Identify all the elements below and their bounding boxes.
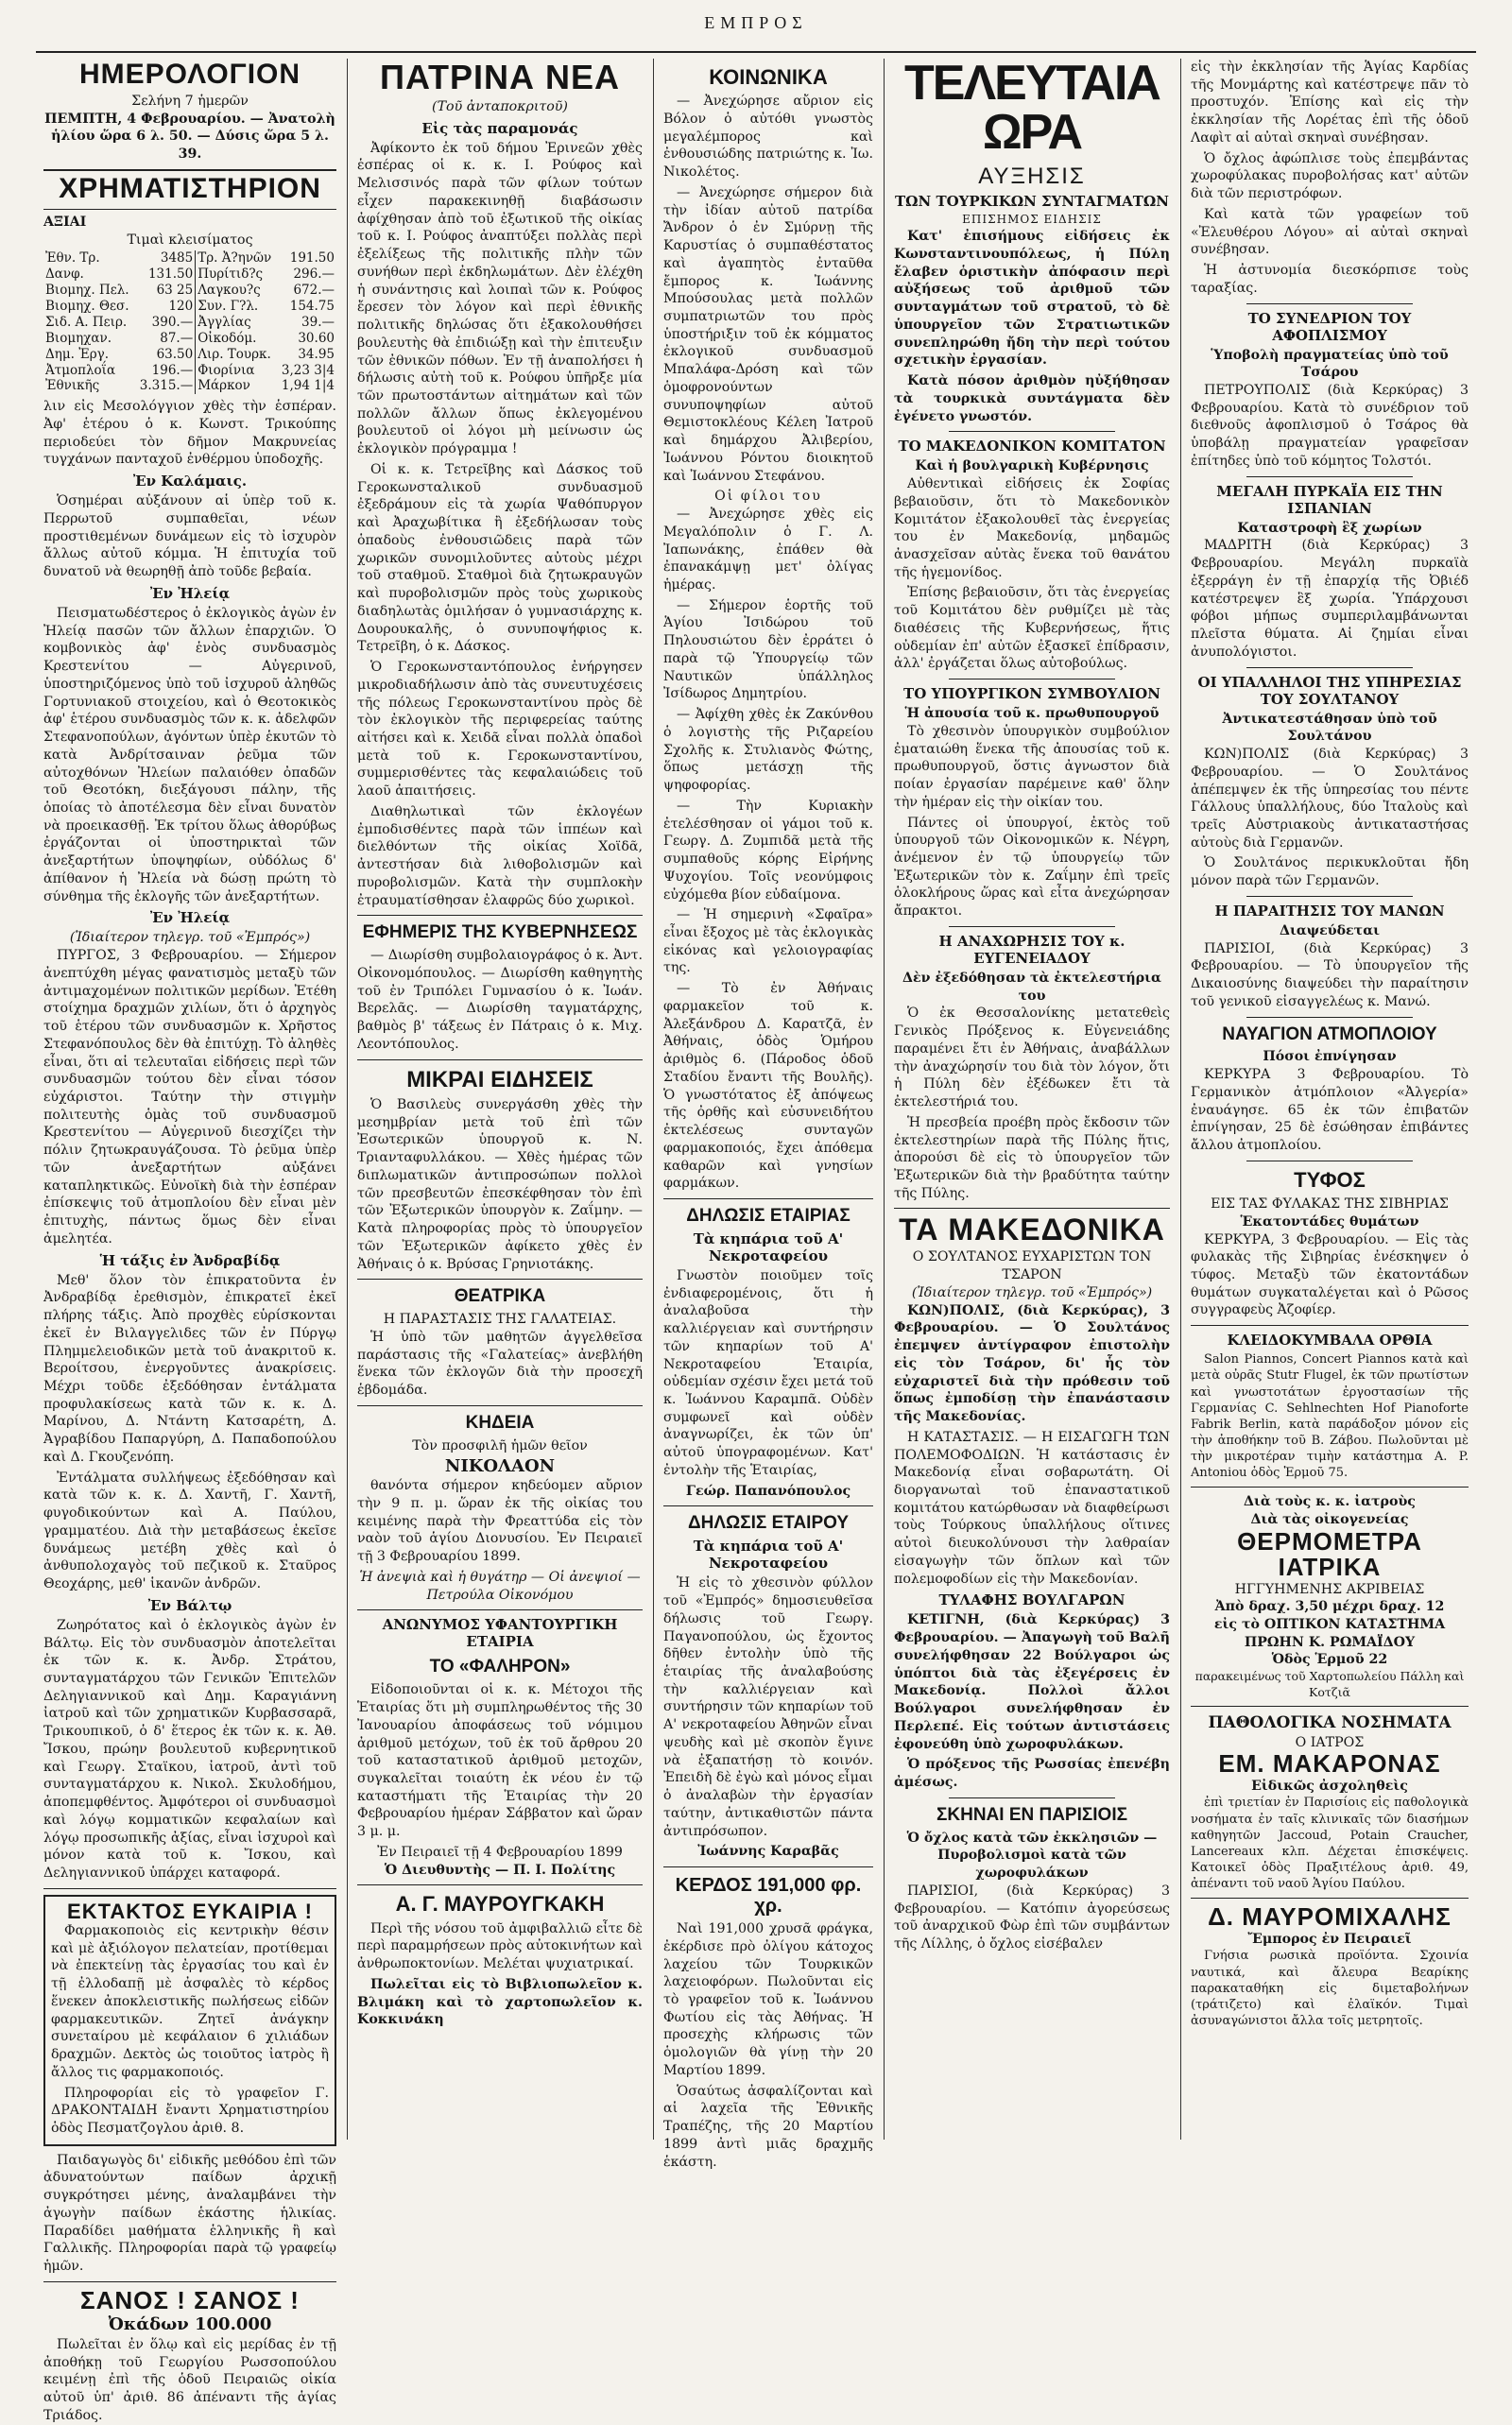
story-subheadline: ΕΙΣ ΤΑΣ ΦΥΛΑΚΑΣ ΤΗΣ ΣΙΒΗΡΙΑΣ — [1211, 1196, 1449, 1212]
advert-subtitle: ΗΓΓΥΗΜΕΝΗΣ ΑΚΡΙΒΕΙΑΣ — [1234, 1581, 1425, 1597]
exchange-price: 131.50 — [147, 267, 194, 283]
calendar-sun: ἡλίου ὥρα 6 λ. 50. — Δύσις ὥρα 5 λ. 39. — [51, 129, 329, 163]
exchange-security: Σιδ. Α. Πειρ. — [45, 314, 128, 330]
exchange-security: Λαγκου?ς — [196, 283, 277, 299]
advert-address-note: παρακειμένως τοῦ Χαρτοπωλείου Πάλλη καὶ Κοτζιᾶ — [1194, 1669, 1465, 1699]
advert-block — [43, 2285, 336, 2336]
exchange-price: 672.— — [293, 283, 335, 299]
exchange-security: Φιορίνια — [196, 363, 277, 379]
story-headline: Η ΠΑΡΑΙΤΗΣΙΣ ΤΟΥ ΜΑΝΩΝ — [1214, 902, 1445, 920]
advert-text: Salon Piannos, Concert Piannos κατὰ καὶ μετὰ οὐρᾶς Stutr Flugel, ἐκ τῶν πρωτίστων καὶ γνωστοτάτων ἐργοστασίων τῆς Γερμανίας C. Sehlnechten Hof Pianoforte Fabrik Berlin, κατὰ παράδοξον μόνον εἰς τὴν ἀποθήκην τοῦ Β. Ζάβου. Πωλοῦνται μὲ τὴν μικροτέραν τιμὴν κατάστημα Α. P. Antoniou ὁδὸς Ἑρμοῦ 75. — [1191, 1352, 1469, 1481]
company-name: ΤΟ «ΦΑΛΗΡΟΝ» — [429, 1657, 571, 1677]
story-text: ΚΩΝ)ΠΟΛΙΣ (διὰ Κερκύρας) 3 Φεβρουαρίου. — Ὁ Σουλτάνος ἀπέπεμψεν ἐκ τῆς ὑπηρεσίας του πέντε Γάλλους ὑπαλλήλους, δύο Ἰταλοὺς καὶ τρεῖς Αὐστριακοὺς ἀντικαταστήσας αὐτοὺς διὰ Γερμανῶν. — [1191, 747, 1469, 851]
story-text: Ἡ ἀστυνομία διεσκόρπισε τοὺς ταραξίας. — [1191, 263, 1469, 296]
exchange-price: 1,94 1|4 — [281, 378, 335, 394]
theatre-subtitle: Η ΠΑΡΑΣΤΑΣΙΣ ΤΗΣ ΓΑΛΑΤΕΙΑΣ. — [383, 1312, 617, 1328]
exchange-price: 3,23 3|4 — [281, 362, 335, 378]
story-text: ΜΑΔΡΙΤΗ (διὰ Κερκύρας) 3 Φεβρουαρίου. Μεγάλη πυρκαϊὰ ἐξερράγη ἐν τῇ ἐπαρχίᾳ τῆς Ὀβιέδ κατέστρεψεν ἓξ χωρία. Ὑπάρχουσι φόβοι μήπως συμπεριλαμβάνωνται πλεῖστα θύματα. Αἱ ζημίαι εἶναι ἀνυπολόγιστοι. — [1191, 538, 1469, 660]
exchange-row — [43, 363, 336, 379]
advert-box — [43, 1895, 336, 2146]
notice-signature: Ἰωάννης Καραβᾶς — [697, 1844, 839, 1860]
advert-kicker: Διὰ τὰς οἰκογενείας — [1250, 1512, 1409, 1528]
social-title: ΚΟΙΝΩΝΙΚΑ — [709, 65, 828, 89]
story-text: Η ΚΑΤΑΣΤΑΣΙΣ. — Η ΕΙΣΑΓΩΓΗ ΤΩΝ ΠΟΛΕΜΟΦΟΔΙΩΝ. Ἡ κατάστασις ἐν Μακεδονίᾳ εἶναι σοβαρωτάτη. Οἱ διοργανωταὶ τοῦ ἐπαναστατικοῦ κομιτάτου κατώρθωσαν νὰ διαφθείρωσι τοὺς Τούρκους ὑπαλλήλους οἵτινες αὐτοὶ διευκολύνουσι τὴν λαθραίαν εἰσαγωγὴν τῶν ὅπλων καὶ τῶν πολεμοφοδίων εἰς τὴν Μακεδονίαν. — [894, 1429, 1170, 1587]
social-text: — Ἀφίχθη χθὲς ἐκ Ζακύνθου ὁ λογιστὴς τῆς Ριζαρείου Σχολῆς κ. Στυλιανὸς Φώτης, ὅπως μετάσχῃ τῆς ψηφοφορίας. — [663, 707, 873, 794]
story-text: Καὶ κατὰ τῶν γραφείων τοῦ «Ἐλευθέρου Λόγου» αἱ αὐταὶ σκηναὶ συνέβησαν. — [1191, 206, 1469, 258]
advert-shop: ΠΡΩΗΝ Κ. ΡΩΜΑΪΔΟΥ — [1244, 1634, 1416, 1650]
notice-text: — Διωρίσθη συμβολαιογράφος ὁ κ. Ἀντ. Οἰκονομόπουλος. — Διωρίσθη καθηγητὴς τοῦ ἐν Τριπόλει Γυμνασίου ὁ κ. Ἰωάν. Βερελᾶς. — Διωρίσθη ταγματάρχης, βαθμὸς β' τάξεως ἐν Πάτραις ὁ κ. Μιχ. Λεοντόπουλος. — [357, 948, 643, 1052]
funeral-text: θανόντα σήμερον κηδεύομεν αὔριον τὴν 9 π. μ. ὥραν ἐκ τῆς οἰκίας του κειμένης παρὰ τὴν Φρεαττύδα εἰς τὸν ναὸν τοῦ ἁγίου Διονυσίου. Ἐν Πειραιεῖ τῇ 3 Φεβρουαρίου 1899. — [357, 1478, 643, 1565]
advert-subtitle: Εἰδικῶς ἀσχοληθεὶς — [1251, 1778, 1408, 1794]
exchange-row — [43, 347, 336, 363]
story-headline: ΜΕΓΑΛΗ ΠΥΡΚΑΪΑ ΕΙΣ ΤΗΝ ΙΣΠΑΝΙΑΝ — [1216, 482, 1443, 517]
story-text: Ὁ Σουλτάνος περικυκλοῦται ἤδη μόνον παρὰ τῶν Γερμανῶν. — [1191, 855, 1469, 889]
story-subheadline: Ἀντικατεστάθησαν ὑπὸ τοῦ Σουλτάνου — [1222, 711, 1437, 745]
exchange-security: Δανφ. — [45, 267, 84, 283]
notice-title: ΕΦΗΜΕΡΙΣ ΤΗΣ ΚΥΒΕΡΝΗΣΕΩΣ — [362, 922, 638, 943]
exchange-security: Πυρίτιδ?ς — [196, 267, 277, 283]
advert-block — [1191, 1712, 1469, 1795]
headline-source: (Τοῦ ἀνταποκριτοῦ) — [432, 99, 568, 114]
advert-subtitle: Ἔμπορος ἐν Πειραιεῖ — [1247, 1931, 1412, 1947]
exchange-price: 296.— — [293, 267, 335, 283]
story-headline: ΑΥΞΗΣΙΣ — [978, 163, 1086, 189]
exchange-security: Οἰκοδόμ. — [196, 331, 277, 347]
book-title: Α. Γ. ΜΑΥΡΟΥΓΚΑΚΗ — [395, 1892, 605, 1917]
story-headline: Η ΑΝΑΧΩΡΗΣΙΣ ΤΟΥ κ. ΕΥΓΕΝΕΙΑΔΟΥ — [938, 932, 1125, 967]
exchange-security: Λιρ. Τουρκ. — [196, 347, 277, 363]
column-4 — [886, 56, 1177, 2140]
story-headline: ΝΑΥΑΓΙΟΝ ΑΤΜΟΠΛΟΙΟΥ — [1222, 1023, 1437, 1044]
intro-text: λιν εἰς Μεσολόγγιον χθὲς τὴν ἑσπέραν. Ἀφ' ἑτέρου ὁ κ. Κωνστ. Τρικούπης περιοδεύει τὸν δῆμον Μακρυνείας τυγχάνων πανταχοῦ ἐνθέρμου ὑποδοχῆς. — [43, 399, 336, 468]
exchange-row — [43, 250, 336, 267]
column-5 — [1183, 59, 1476, 2140]
social-text: — Τὸ ἐν Ἀθήναις φαρμακεῖον τοῦ κ. Ἀλεξάνδρου Δ. Καρατζᾶ, ἐν Ἀθήναις, ὁδὸς Ὁμήρου ἀριθμὸς 6. (Πάροδος ὁδοῦ Σταδίου ἔναντι τῆς Βουλῆς). Ὁ γνωστότατος ἐξ ἀπόψεως τῆς ὀρθῆς καὶ εὐσυνειδήτου ἐκτελέσεως συνταγῶν φαρμακοποιός, ἔχει ἀπόθεμα καθαρῶν καὶ γνησίων φαρμάκων. — [663, 981, 873, 1192]
section-title: Εἰς τὰς παραμονάς — [421, 119, 578, 137]
social-text: — Ἀνεχώρησε σήμερον διὰ τὴν ἰδίαν αὐτοῦ πατρίδα Ἄνδρον ὁ ἐν Σμύρνῃ τῆς Καρυστίας ὁ συμπαθέστατος καὶ ἀγαπητὸς ἐνταῦθα ἔμπορος κ. Ἰωάννης Μπούσουλας μετὰ πολλῶν συμπατριωτῶν του πρὸς ὑποστήριξιν τοῦ ἐκ κόμματος ἐκλογικοῦ συνδυασμοῦ Μπαλάφα-Δρόση καὶ τῶν ὁμοφρονούντων συνυποψηφίων αὐτοῦ Θεμιστοκλέους Κέλεη Ἰατροῦ καὶ δημάρχου Ἀλιβερίου, Ἰωάννου Ρόντου διοικητοῦ καὶ Ἰωάννου Στεφάνου. — [663, 184, 873, 484]
advert-text: Γνήσια ρωσικὰ προϊόντα. Σχοινία ναυτικά, καὶ ἄλευρα Βεαρίκης παρακαταθήκη εἰς διμεταβολήνων (τράτιζετο) καὶ ἐλαϊκόν. Τιμαὶ ἀσυναγώνιστοι ἄλλα τοῖς μετρητοῖς. — [1191, 1949, 1469, 2028]
section-title: Ἐν Ἠλείᾳ — [149, 909, 231, 927]
exchange-price: 39.— — [301, 314, 335, 330]
section-text: Οἱ κ. κ. Τετρεῖβης καὶ Δάσκος τοῦ Γεροκωνσταλικοῦ συνδυασμοῦ ἐξεδράμουν εἰς τὰ χωρία Ψαθόπυργον καὶ Ἀραχωβίτικα ἢ ἐξεδήλωσαν τοὺς ὁπαδοὺς ἐνθουσιῶδεις παρὰ τῶν χωρικῶν συνομιλοῦντες αὐτοὺς μέχρι τοῦ σταθμοῦ. Σταθμοὶ διὰ ζητωκραυγῶν καὶ πυροβολισμῶν πρὸς τοὺς χωρικοὺς διαδηλωτὰς ὁμιλήσαν ὁ γυμνασιάρχης κ. Δουρουκαλῆς, ὁ συνυποψήφιος κ. Τετρεῖβη, ὁ κ. Δάσκος. — [357, 461, 643, 655]
story-subheadline: Ὁ ὄχλος κατὰ τῶν ἐκκλησιῶν — Πυροβολισμοὶ κατὰ τῶν χωροφυλάκων — [906, 1830, 1158, 1882]
funeral-signature: Ἡ ἀνεψιὰ καὶ ἡ θυγάτηρ — Οἱ ἀνεψιοί — Πετρούλα Οἰκονόμου — [359, 1569, 641, 1603]
last-hour-title: ΤΕΛΕΥΤΑΙΑ ΩΡΑ — [904, 56, 1160, 160]
column-2 — [350, 59, 650, 2140]
column-rule — [884, 59, 885, 2140]
section-text: Ὁ Γεροκωνσταντόπουλος ἐνήργησεν μικροδιαδήλωσιν ἀπὸ τὰς συνευτυχέσεις τῆς πόλεως Γεροκωνσταντίνου πρὸς δὲ τὸν ἐκλογικὸν τῆς περιφερείας ταύτης αἰτήσει καὶ κ. Χειδᾶ εἶναι πολλὰ ὀπαδοὶ μετὰ τοῦ κ. Γεροκωνσταντίνου, συμμερισθέντες τὰς κεφαλαιώδεις τοῦ λαοῦ ἀπαιτήσεις. — [357, 660, 643, 800]
story-text: Αὐθεντικαὶ εἰδήσεις ἐκ Σοφίας βεβαιοῦσιν, ὅτι τὸ Μακεδονικὸν Κομιτάτον ἐξακολουθεῖ τὰς ἐνεργείας του ἐν Μακεδονίᾳ, μηδαμῶς ἀνασχεῖσαν αὐτὰς ἕνεκα τοῦ θανάτου τῆς ἡγεμονίδος. — [894, 476, 1170, 580]
funeral-title: ΚΗΔΕΙΑ — [465, 1412, 535, 1433]
exchange-price: 30.60 — [298, 330, 335, 346]
advert-block — [1191, 1493, 1469, 1700]
section-title: Ἐν Καλάμαις. — [132, 473, 248, 490]
exchange-security: Ἐθνικῆς — [45, 378, 100, 394]
book-sales: Πωλεῖται εἰς τὸ Βιβλιοπωλεῖον κ. Βλιμάκη καὶ τὸ χαρτοπωλεῖον κ. Κοκκινάκη — [357, 1976, 643, 2028]
story-headline: ΤΟ ΥΠΟΥΡΓΙΚΟΝ ΣΥΜΒΟΥΛΙΟΝ — [903, 685, 1160, 703]
story-text: εἰς τὴν ἐκκλησίαν τῆς Ἁγίας Καρδίας τῆς Μονμάρτης καὶ κατέστρεψε πᾶν τὸ προστυχόν. Ἐπίσης καὶ εἰς τὴν ἐκκλησίαν τῆς Λορέτας ἐπὶ τῆς ὁδοῦ Λαφὶτ αἱ αὐταὶ σκηναὶ συνέβησαν. — [1191, 60, 1469, 146]
advert-title: ΕΚΤΑΚΤΟΣ ΕΥΚΑΙΡΙΑ ! — [67, 1899, 313, 1923]
notice-subtitle: Τὰ κηπάρια τοῦ Α' Νεκροταφείου — [693, 1538, 844, 1573]
story-text: Ὁ ἐκ Θεσσαλονίκης μετατεθεὶς Γενικὸς Πρόξενος κ. Εὐγενειάδης παραμένει ἔτι ἐν Ἀθήναις, ἀναβάλλων τὴν ἀναχώρησίν του διὰ τὸν λόγον, ὅτι ἡ Πύλη δὲν ἐξέδωκεν ἔτι τὰ ἐκτελεστήριά του. — [894, 1006, 1170, 1110]
section-text: Ἐντάλματα συλλήψεως ἐξεδόθησαν καὶ κατὰ τῶν κ. κ. Δ. Χαντῆ, Γ. Χαντῆ, φυγοδικούντων καὶ Α. Παύλου, γραμματέου. Διὰ τὴν μεταβάσεως ἐκεῖσε δυνάμεως μετέβη χθὲς καὶ ὁ ἀνθυπολοχαγὸς τοῦ πεζικοῦ κ. Σταῦρος Θεοχάρης, μεθ' ἱκανῶν ἀνδρῶν. — [43, 1470, 336, 1592]
section-text: Ζωηρότατος καὶ ὁ ἐκλογικὸς ἀγὼν ἐν Βάλτῳ. Εἰς τὸν συνδυασμὸν ἀποτελεῖται ἐκ τῶν κ. κ. Ἀνδρ. Στράτου, συνταγματάρχου τῶν Γενικῶν Ἐπιτελῶν Δεληγιαννικοῦ καὶ Δημ. Καραγιάννη ἰατροῦ καὶ τῶν χρηματικῶν Κυρβασσαρᾶ, Τρικουπικοῦ, ὁ δ' ἕτερος ἐκ τῶν κ. κ. Ἀθ. Ἴσκου, πρώην βουλευτοῦ κυβερνητικοῦ καὶ Γεωργ. Σταϊκου, ἰατροῦ, ἀντὶ τοῦ συνταγματάρχου κ. Νικολ. Σκυλοδήμου, ἀποπεμφθέντος. Ἀμφότεροι οἱ συνδυασμοὶ καὶ λόγῳ κομματικῶν κεφαλαίων καὶ λόγῳ προσωπικῆς ἀξίας, εἶναι ἰσχυροὶ καὶ μόνον κατὰ τοῦ κ. Ἴσκου, καὶ Δεληγιαννικοῦ ὑπάρχει καταφορά. — [43, 1617, 336, 1882]
exchange-price: 154.75 — [289, 299, 335, 315]
section-source: (Ἰδιαίτερον τηλεγρ. τοῦ «Ἐμπρός») — [69, 930, 311, 946]
social-text: — Σήμερον ἑορτῆς τοῦ Ἁγίου Ἰσιδώρου τοῦ Πηλουσιώτου δὲν ἐρράτει ὁ παρὰ τῷ Ὑπουργείῳ τῶν Ναυτικῶν ὑπάλληλος Ἰσίδωρος Δημητρίου. — [663, 597, 873, 702]
notice-text: Γνωστὸν ποιοῦμεν τοῖς ἐνδιαφερομένοις, ὅτι ἡ ἀναλαβοῦσα τὴν καλλιέργειαν καὶ συντήρησιν τῶν κηπαρίων τοῦ Α' Νεκροταφείου Ἑταιρία, οὐδεμίαν σχέσιν ἔχει μετά τοῦ κ. Ἰωάννου Καραμπᾶ. Οὐδὲν συμφωνεῖ καὶ οὐδὲν ἀναγνωρίζει, ἐκ τῶν ὑπ' αὐτοῦ ὑπογραφομένων. Κατ' ἐντολὴν τῆς Ἑταιρίας, — [663, 1267, 873, 1478]
story-headline: ΤΟ ΣΥΝΕΔΡΙΟΝ ΤΟΥ ΑΦΟΠΛΙΣΜΟΥ — [1247, 309, 1412, 344]
advert-text: Φαρμακοποιὸς εἰς κεντρικὴν θέσιν καὶ μὲ ἀξιόλογον πελατείαν, προτίθεμαι νὰ ἐπεκτείνῃ τὰς ἐργασίας του καὶ ἐν τῇ ἐλλοδαπῇ μὲ ἀσφαλὲς τὸ κέρδος ἕνεκεν ἀποκλειστικῆς πωλήσεως εἰδῶν φαρμακευτικῶν. Ζητεῖ ἀνάγκην συνεταίρου μὲ κεφάλαιον 6 χιλιάδων δραχμῶν. Δεκτὸς ὡς τοιοῦτος ἰατρὸς ἢ ἄλλος τις φαρμακοποιός. — [51, 1922, 329, 2080]
advert-text: ἐπὶ τριετίαν ἐν Παρισίοις εἰς παθολογικὰ νοσήματα ἐν ταῖς κλινικαῖς τῶν διασήμων καθηγητῶν Jaccoud, Potain Craucher, Lancereaux κλπ. Δέχεται ἐπισκέψεις. Κατοικεῖ ὁδὸς Πραξιτέλους ἀριθ. 49, ἀπέναντι τοῦ ναοῦ Ἁγίου Παύλου. — [1191, 1796, 1469, 1892]
column-rule — [653, 59, 654, 2140]
story-headline: ΟΙ ΥΠΑΛΛΗΛΟΙ ΤΗΣ ΥΠΗΡΕΣΙΑΣ ΤΟΥ ΣΟΥΛΤΑΝΟΥ — [1197, 673, 1462, 708]
exchange-security: Ἐθν. Τρ. — [45, 250, 100, 267]
story-headline: ΣΚΗΝΑΙ ΕΝ ΠΑΡΙΣΙΟΙΣ — [936, 1804, 1128, 1825]
section-text: Ἀφίκοντο ἐκ τοῦ δήμου Ἐρινεῶν χθὲς ἑσπέρας οἱ κ. κ. Ι. Ρούφος καὶ Μελισσινός παρὰ τῶν φίλων τούτων εἶχεν παρακεκινηθῇ διαβάσωσιν ἀφίχθησαν ἀπὸ τοῦ ἐξωτικοῦ τῆς οἰκίας τοῦ κ. Ι. Ρούφος ἀναπτύξει πολλὰς περὶ ἐξελίξεως τῆς πολιτικῆς πλὴν τῶν συνήθων περὶ ἐκδηλωμάτων. Δὲν ἐλέχθη ἡ συνάντησις καὶ λοιπαὶ τῶν κ. Ρούφος ἔρεσεν τὸν λόγον καὶ περὶ ἐθνικῆς πολιτικῆς δηλώσας ὅτι ἐξακολουθήσει βουλευτὴς θὰ ἐπιδιώξῃ καὶ τὴν ἐπιτευξιν τῶν ἐθνικῶν πόθων. Ἐν τῇ ἀναπολήσει ἡ δήλωσις αὐτὴ τοῦ κ. Ρούφου ὑπῆρξε μία τῶν πρωτοστάντων αἰτημάτων καὶ τῶν πολλῶν ἄλλων ὅπως ἐκλεγομένου βουλευτοῦ οἱ λόγοι μὴ μείνωσιν ὡς ἐκλογικὸν πρόγραμμα ! — [357, 140, 643, 457]
prize-title: ΚΕΡΔΟΣ 191,000 φρ. χρ. — [675, 1875, 862, 1918]
exchange-price: 120 — [168, 299, 194, 315]
company-signature: Ὁ Διευθυντὴς — Π. Ι. Πολίτης — [384, 1862, 616, 1878]
advert-kicker: Διὰ τοὺς κ. κ. ἰατροὺς — [1244, 1494, 1416, 1510]
theatre-text: Ἡ ὑπὸ τῶν μαθητῶν ἀγγελθεῖσα παράστασις τῆς «Γαλατείας» ἀνεβλήθη ἕνεκα τῶν ἐκλογῶν διὰ τὴν προσεχῆ ἑβδομάδα. — [357, 1329, 643, 1399]
exchange-title: ΧΡΗΜΑΤΙΣΤΗΡΙΟΝ — [59, 172, 321, 204]
exchange-row — [43, 283, 336, 299]
exchange-row — [43, 315, 336, 331]
funeral-intro: Τὸν προσφιλῆ ἡμῶν θεῖον — [412, 1437, 588, 1453]
exchange-security: Βιομηχ. Θεσ. — [45, 299, 129, 315]
advert-text: Πωλεῖται ἐν ὅλῳ καὶ εἰς μερίδας ἐν τῇ ἀποθήκῃ τοῦ Γεωργίου Ρωσσοπούλου κειμένῃ ἐπὶ τῆς ὁδοῦ Πειραιῶς οἰκία αὐτοῦ ὑπ' ἀριθ. 86 ἀπέναντι τῆς ἁγίας Τριάδος. — [43, 2336, 336, 2423]
story-subheadline: Ὑποβολὴ πραγματείας ὑπὸ τοῦ Τσάρου — [1211, 347, 1449, 381]
advert-title: ΚΛΕΙΔΟΚΥΜΒΑΛΑ ΟΡΘΙΑ — [1227, 1332, 1433, 1350]
prize-text: Ὁσαύτως ἀσφαλίζονται καὶ αἱ λαχεῖα τῆς Ἐθνικῆς Τραπέζης, τῆς 20 Μαρτίου 1899 ἀντὶ μιᾶς δραχμῆς ἑκάστη. — [663, 2083, 873, 2170]
exchange-security: Συν. Γ?λ. — [196, 299, 277, 315]
story-subheadline: Διαψεύδεται — [1279, 922, 1381, 938]
column-rule — [347, 59, 348, 2140]
exchange-table — [43, 250, 336, 394]
column-3 — [656, 59, 881, 2170]
theatre-title: ΘΕΑΤΡΙΚΑ — [454, 1286, 546, 1307]
exchange-row — [43, 331, 336, 347]
exchange-row — [43, 267, 336, 283]
macedonia-source: (Ἰδιαίτερον τηλεγρ. τοῦ «Ἐμπρός») — [911, 1284, 1153, 1300]
exchange-security: Ἀτμοπλοΐα — [45, 362, 116, 378]
section-title: Ἡ τάξις ἐν Ἀνδραβίδᾳ — [99, 1251, 281, 1269]
notice-text: Ἡ εἰς τὸ χθεσινὸν φύλλον τοῦ «Ἐμπρός» δημοσιευθεῖσα δήλωσις τοῦ Γεωργ. Παγανοπούλου, ὡς ἔχοντος δῆθεν ἐντολὴν ὑπὸ τῆς ἑταιρίας τῆς ἀναλαβούσης τὴν καλλιέργειαν καὶ συντήρησιν τῶν κηπαρίων τοῦ Α' νεκροταφείου Ἀθηνῶν εἶναι ψευδὴς καὶ μὲ σκοπὸν ἔγινε νὰ ἐξαπατήσῃ τὸ κοινόν. Ἐπειδὴ δὲ ἐγὼ καὶ μόνος εἶμαι ὁ ἀναλαβὼν τὴν ἐργασίαν ταύτην, ἀντικαθιστῶν πάντα ἀντιπρόσωπον. — [663, 1575, 873, 1839]
notice-title: ΔΗΛΩΣΙΣ ΕΤΑΙΡΙΑΣ — [686, 1205, 850, 1226]
advert-subtitle: Ο ΙΑΤΡΟΣ — [1295, 1734, 1365, 1750]
social-text: — Τὴν Κυριακὴν ἐτελέσθησαν οἱ γάμοι τοῦ κ. Γεωργ. Δ. Ζυμπιδᾶ μετὰ τῆς συμπαθοῦς κόρης Εἰρήνης Ψυχογίου. Τοῖς νεονύμφοις εὐχόμεθα βίον εὐδαίμονα. — [663, 798, 873, 903]
funeral-name: ΝΙΚΟΛΑΟΝ — [444, 1455, 556, 1476]
story-text: Ὁ ὄχλος ἀφώπλισε τοὺς ἐπεμβάντας χωροφύλακας πυροβολήσας κατ' αὐτῶν διὰ τῶν περιστρόφων. — [1191, 150, 1469, 202]
section-text: Διαθηλωτικαὶ τῶν ἐκλογέων ἐμποδισθέντες παρὰ τῶν ἱππέων καὶ διελθόντων τῆς οἰκίας Χοϊδᾶ, ἀντεστήσαν διὰ λιθοβολισμῶν καὶ πυροβολισμῶν. Κατὰ τὴν συμπλοκὴν ἐτραυματίσθησαν ἐλαφρῶς δύο χωρικοὶ. — [357, 803, 643, 908]
masthead: ΕΜΠΡΟΣ — [36, 13, 1476, 53]
macedonia-title: ΤΑ ΜΑΚΕΔΟΝΙΚΑ — [899, 1212, 1165, 1247]
prize-text: Ναὶ 191,000 χρυσᾶ φράγκα, ἐκέρδισε πρὸ ὀλίγου κάτοχος λαχείου τῶν Τουρκικῶν λαχειοφόρων. Πωλοῦνται εἰς τὸ γραφεῖον τοῦ κ. Ἰωάννου Φωτίου εἰς τὰς Ἀθήνας. Ἡ προσεχὴς κλήρωσις τῶν ὁμολογιῶν θὰ γίνῃ τὴν 20 Μαρτίου 1899. — [663, 1921, 873, 2078]
advert-title: ΘΕΡΜΟΜΕΤΡΑ ΙΑΤΡΙΚΑ — [1237, 1526, 1422, 1582]
section-title: Ἐν Ἠλείᾳ — [149, 584, 231, 602]
social-text: — Ἡ σημερινὴ «Σφαῖρα» εἶναι ἔξοχος μὲ τὰς ἐκλογικὰς εἰκόνας καὶ γελοιογραφίας της. — [663, 907, 873, 976]
advert-block — [1191, 1904, 1469, 1948]
column-1 — [36, 59, 344, 2423]
advert-contact: Πληροφορίαι εἰς τὸ γραφεῖον Γ. ΔΡΑΚΟΝΤΑΙΔΗ ἔναντι Χρηματιστηρίου ὁδὸς Πεσματζογλου ἀριθ. 8. — [51, 2085, 329, 2136]
story-text: Ἐπίσης βεβαιοῦσιν, ὅτι τὰς ἐνεργείας τοῦ Κομιτάτου δὲν ρυθμίζει μὲ τὰς διαθέσεις τῆς Κυβερνήσεως, ἥτις οὐδεμίαν ἐπ' αὐτῶν ἐξασκεῖ ἐπίδρασιν, ἀλλ' ἐργάζεται ὅλως αὐτοβούλως. — [894, 585, 1170, 672]
brief-title: ΜΙΚΡΑΙ ΕΙΔΗΣΕΙΣ — [406, 1066, 593, 1092]
exchange-row — [43, 299, 336, 315]
exchange-security: Βιομηχαν. — [45, 330, 112, 346]
exchange-subtitle: ΑΞΙΑΙ — [43, 214, 87, 230]
calendar-title: ΗΜΕΡΟΛΟΓΙΟΝ — [78, 59, 301, 90]
exchange-security: Δημ. Ἐργ. — [45, 346, 110, 362]
newspaper-page — [36, 13, 1476, 2423]
section-text: Ὁσημέραι αὐξάνουν αἱ ὑπὲρ τοῦ κ. Περρωτοῦ συμπαθεῖαι, νέων προστιθεμένων δυνάμεων εἰς τὸ ἰσχυρὸν ἄλλως αὐτοῦ κόμμα. Ἡ ἐπιτυχία τοῦ δυνατοῦ νὰ θεωρηθῇ ἀπὸ τοῦδε βεβαία. — [43, 493, 336, 580]
column-rule — [1180, 59, 1181, 2140]
company-date: Ἐν Πειραιεῖ τῇ 4 Φεβρουαρίου 1899 — [377, 1844, 623, 1860]
story-kicker: ΕΠΙΣΗΜΟΣ ΕΙΔΗΣΙΣ — [962, 213, 1102, 227]
calendar-date: ΠΕΜΠΤΗ, 4 Φεβρουαρίου. — Ἀνατολὴ — [44, 111, 335, 127]
story-subheadline: Καταστροφὴ ἓξ χωρίων — [1237, 520, 1422, 536]
story-headline: ΤΥΦΟΣ — [1294, 1167, 1366, 1192]
story-text: Ἡ πρεσβεία προέβη πρὸς ἔκδοσιν τῶν ἐκτελεστηρίων παρὰ τῆς Πύλης ἥτις, ἀπορούσι δὲ εἰς τὸ ὑπουργεῖον τῶν Ἐξωτερικῶν διὰ τὴν βραδύτητα ταύτην τῆς Πύλης. — [894, 1114, 1170, 1201]
story-text: ΠΑΡΙΣΙΟΙ, (διὰ Κερκύρας) 3 Φεβρουαρίου. — Τὸ ὑπουργεῖον τῆς Δικαιοσύνης διαψεύδει τὴν παραίτησιν τοῦ γενικοῦ εἰσαγγελέως κ. Μανώ. — [1191, 940, 1469, 1009]
story-text: ΚΕΡΚΥΡΑ 3 Φεβρουαρίου. Τὸ Γερμανικὸν ἀτμόπλοιον «Ἀλγερία» ἐναυάγησε. 65 ἐκ τῶν ἐπιβατῶν ἐπνίγησαν, 25 δὲ ἐσώθησαν ἐπιβάντες ἄλλου ἀτμοπλοίου. — [1191, 1067, 1469, 1154]
story-subheadline: ΤΩΝ ΤΟΥΡΚΙΚΩΝ ΣΥΝΤΑΓΜΑΤΩΝ — [895, 193, 1169, 211]
brief-text: Ὁ Βασιλεὺς συνεργάσθη χθὲς τὴν μεσημβρίαν μετὰ τοῦ ἐπὶ τῶν Ἐσωτερικῶν ὑπουργοῦ κ. Ν. Τριανταφυλλάκου. — Χθὲς ἡμέρας τῶν διπλωματικῶν ἀντιπροσώπων πολλοὶ τῶν πρεσβευτῶν ἐπεσκέφθησαν τὸν ἐπὶ τῶν Ἐξωτερικῶν ὑπουργὸν κ. Ζαΐμην. — Κατὰ πληροφορίας πρὸς τὸ ὑπουργεῖον τῶν Ἐξωτερικῶν ἀφίκετο χθὲς ἐν Ἀθήναις ὁ κ. Βρύσας Γρηνιοτάκης. — [357, 1097, 643, 1272]
story-text: ΠΑΡΙΣΙΟΙ, (διὰ Κερκύρας) 3 Φεβρουαρίου. — Κατόπιν ἀγορεύσεως τοῦ ἀναρχικοῦ Φὼρ ἐπὶ τῶν συμβάντων τῆς Λίλλης, ὁ ὄχλος εἰσέβαλεν — [894, 1883, 1170, 1952]
exchange-security: Μάρκον — [196, 378, 277, 394]
section-headline: ΠΑΤΡΙΝΑ ΝΕΑ — [379, 58, 621, 96]
advert-address: Ὁδὸς Ἑρμοῦ 22 — [1271, 1652, 1388, 1668]
story-headline: ΤΟ ΜΑΚΕΔΟΝΙΚΟΝ ΚΟΜΙΤΑΤΟΝ — [898, 438, 1166, 456]
company-title: ΑΝΩΝΥΜΟΣ ΥΦΑΝΤΟΥΡΓΙΚΗ ΕΤΑΙΡΙΑ — [382, 1616, 618, 1651]
story-text: Τὸ χθεσινὸν ὑπουργικὸν συμβούλιον ἐματαιώθη ἕνεκα τῆς ἀπουσίας τοῦ κ. πρωθυπουργοῦ, ὅστις ἀγνωστον διὰ ποίαν ἐργασίαν παρέμεινε καθ' ὅλην τὴν ἡμέραν εἰς τὴν οἰκίαν του. — [894, 723, 1170, 810]
exchange-security: Ἀγγλίας — [196, 315, 277, 331]
calendar-moon: Σελήνη 7 ἡμερῶν — [131, 94, 249, 109]
story-subheadline: Δὲν ἐξεδόθησαν τὰ ἐκτελεστήρια του — [902, 970, 1161, 1004]
advert-name: Δ. ΜΑΥΡΟΜΙΧΑΛΗΣ — [1208, 1902, 1452, 1932]
exchange-price: 3.315.— — [139, 378, 194, 394]
exchange-price: 390.— — [151, 314, 194, 330]
section-text: ΠΥΡΓΟΣ, 3 Φεβρουαρίου. — Σήμερον ἀνεπτύχθη μέγας φανατισμὸς μεταξὺ τῶν ἀντιμαχομένων πολιτικῶν μερίδων. Ἐτέθη στοίχημα δραχμῶν χιλίων, ὅτι ὁ ἀρχηγὸς τοῦ ἑτέρου τῶν συνδυασμῶν κ. Χρῆστος Στεφανόπουλος δὲν θὰ ἐπιτύχῃ. Τὸ ἀληθὲς εἶναι, ὅτι αἱ τελευταῖαι εἰδήσεις περὶ τῶν συνδυασμῶν τούτου δὲν εἶναι τόσον εὐχάριστοι. Ταύτην τὴν στιγμὴν πολιτευτὴς ὁμὰς τοῦ συνδυασμοῦ Κρεστενίτου — Αὐγερινοῦ διεσχίζει τὴν πόλιν ζητωκραυγάζουσα. Τὸ ῥεῦμα ὑπὲρ τῶν ἀνεξαρτήτων αὐξάνει καταπληκτικῶς. Εὐνοϊκὴ διὰ τὴν ἑσπέραν ἐπίσκεψις τοῦ ἀτμοπλοίου δὲν εἶναι μὲν ἐπιτυχὴς, πάντως ὅμως δὲν εἶναι ἀμελητέα. — [43, 948, 336, 1247]
advert-title: ΣΑΝΟΣ ! ΣΑΝΟΣ ! — [80, 2285, 300, 2314]
story-text: ΠΕΤΡΟΥΠΟΛΙΣ (διὰ Κερκύρας) 3 Φεβρουαρίου. Κατὰ τὸ συνέδριον τοῦ διεθνοῦς ἀφοπλισμοῦ ὁ Τσάρος θὰ ὑποβάλῃ πραγματείαν γραφεῖσαν ἐπίτηδες ὑπὸ τοῦ κόμητος Τολστόι. — [1191, 383, 1469, 469]
notice-signature: Γεώρ. Παπανόπουλος — [685, 1483, 851, 1499]
section-text: Μεθ' ὅλον τὸν ἐπικρατοῦντα ἐν Ἀνδραβίδᾳ ἐρεθισμὸν, ἐπικρατεῖ ἐκεῖ πλήρης τάξις. Ἀπὸ προχθὲς εὑρίσκονται ἐκεῖ ἐν Βιλαγγελιδες τῶν ἐν Πύργῳ Πλημμελειοδικῶν μετὰ τοῦ ἀνακριτοῦ κ. Βεροίτσου, ἐνεργοῦντες ἀνακρίσεις. Μέχρι τοῦδε ἐξεδόθησαν ἐντάλματα προφυλακίσεως κατὰ τῶν κ. κ. Δ. Μαρίνου, Δ. Ντάντη Κατσαρέτη, Δ. Ἀγραβίδου Παπαργύρη, Δ. Παπαδοπούλου καὶ Δ. Γκουζενόπη. — [43, 1272, 336, 1465]
story-subheadline: Πόσοι ἐπνίγησαν — [1263, 1049, 1397, 1065]
story-text: ΚΕΡΚΥΡΑ, 3 Φεβρουαρίου. — Εἰς τὰς φυλακὰς τῆς Σιβηρίας ἐνέσκηψεν ὁ τύφος. Μεταξὺ τῶν ἐκατοντάδων θυμάτων συγκαταλέγεται καὶ ὁ Ρῶσος συγγραφεὺς Ἀζοφίερ. — [1191, 1231, 1469, 1318]
exchange-security: Βιομηχ. Πελ. — [45, 283, 129, 299]
social-signature: Οἱ φίλοι του — [714, 489, 822, 505]
exchange-price: 63 25 — [156, 283, 194, 299]
book-text: Περὶ τῆς νόσου τοῦ ἀμφιβαλλιῶ εἶτε δὲ περὶ παραμρήσεων πρὸς αὐτοκινήτων καὶ ἀνθρωποκτονίων. Μελέται ψυχιατρικαί. — [357, 1920, 643, 1972]
notice-subtitle: Τὰ κηπάρια τοῦ Α' Νεκροταφείου — [693, 1230, 844, 1264]
story-headline: ΤΥΛΑΦΗΣ ΒΟΥΛΓΑΡΩΝ — [938, 1591, 1125, 1609]
social-text: — Ἀνεχώρησε χθὲς εἰς Μεγαλόπολιν ὁ Γ. Λ. Ἰαπωνάκης, ἐπάθεν θὰ ἐπανακάμψῃ μετ' ὀλίγας ἡμέρας. — [663, 507, 873, 593]
social-text: — Ἀνεχώρησε αὔριον εἰς Βόλον ὁ αὐτόθι γνωστὸς μεγαλέμπορος καὶ ἐνθουσιώδης πατριώτης κ. Ἰω. Νικολέτος. — [663, 94, 873, 181]
exchange-price: 191.50 — [289, 250, 335, 267]
advert-text: Παιδαγωγὸς δι' εἰδικῆς μεθόδου ἐπὶ τῶν ἀδυνατούντων παίδων ἀρχικῇ συγκρότησει μένης, ἀναλαμβάνει τὴν ἀγωγὴν παίδων ἑκάστης ἡλικίας. Παραδίδει μαθήματα ἑλληνικῆς ἢ καὶ Γαλλικῆς. Πληροφορίαι παρὰ τῷ γραφείῳ ἡμῶν. — [43, 2152, 336, 2275]
exchange-heading: Τιμαὶ κλεισίματος — [127, 232, 253, 248]
section-title: Ἐν Βάλτῳ — [147, 1596, 232, 1614]
story-subheadline: Καὶ ἡ βουλγαρικὴ Κυβέρνησις — [915, 458, 1149, 474]
exchange-price: 87.— — [160, 330, 194, 346]
exchange-price: 63.50 — [156, 346, 194, 362]
exchange-security: Τρ. Ἀ?ηνῶν — [196, 250, 277, 267]
notice-title: ΔΗΛΩΣΙΣ ΕΤΑΙΡΟΥ — [687, 1513, 850, 1534]
story-kicker: Ἑκατοντάδες θυμάτων — [1240, 1213, 1419, 1230]
macedonia-subtitle: Ο ΣΟΥΛΤΑΝΟΣ ΕΥΧΑΡΙΣΤΩΝ ΤΟΝ ΤΣΑΡΟΝ — [912, 1249, 1152, 1283]
exchange-price: 196.— — [151, 362, 194, 378]
advert-name: ΕΜ. ΜΑΚΑΡΟΝΑΣ — [1218, 1749, 1441, 1779]
story-text: Πάντες οἱ ὑπουργοί, ἐκτὸς τοῦ ὑπουργοῦ τῶν Οἰκονομικῶν κ. Νέγρη, ἀνέμενον ἐν τῷ ὑπουργείῳ τῶν Ἐξωτερικῶν τὸν κ. Ζαΐμην ἐπὶ τρεῖς ὁλοκλήρους ὥρας καὶ εἶτα ἀνεχώρησαν ἄπρακτοι. — [894, 815, 1170, 920]
story-text: ΚΕΤΙΓΝΗ, (διὰ Κερκύρας) 3 Φεβρουαρίου. — Ἀπαγωγὴ τοῦ Βαλῆ συνελήφθησαν 22 Βούλγαροι ὡς ὑπόπτοι διὰ τὰς ἐξεγέρσεις ἐν Μακεδονίᾳ. Πολλοὶ ἄλλοι Βούλγαροι συνελήφθησαν ἐν Περλεπέ. Εἰς τούτων ἀντιστάσεις ἐφονεύθη ὑπὸ χωροφυλάκων. — [894, 1612, 1170, 1752]
story-text: Κατ' ἐπισήμους εἰδήσεις ἐκ Κωνσταντινουπόλεως, ἡ Πύλη ἔλαβεν ὁριστικὴν ἀπόφασιν περὶ αὐξήσεως τοῦ ἀριθμοῦ τῶν συνταγμάτων τοῦ στρατοῦ, τὸ δὲ ὑπουργεῖον τῶν Στρατιωτικῶν συνεπληρώθη ἤδη τὴν περὶ τούτου σχετικὴν ἐργασίαν. — [894, 229, 1170, 369]
advert-shop: εἰς τὸ ΟΠΤΙΚΟΝ ΚΑΤΑΣΤΗΜΑ — [1213, 1616, 1446, 1632]
advert-title: ΠΑΘΟΛΟΓΙΚΑ ΝΟΣΗΜΑΤΑ — [1208, 1713, 1452, 1733]
advert-subtitle: Ὀκάδων 100.000 — [108, 2314, 272, 2335]
exchange-row — [43, 378, 336, 394]
exchange-price: 34.95 — [298, 346, 335, 362]
company-text: Εἰδοποιοῦνται οἱ κ. κ. Μέτοχοι τῆς Ἑταιρίας ὅτι μὴ συμπληρωθέντος τῆς 30 Ἰανουαρίου ἀποφάσεως τοῦ νόμιμου ἀριθμοῦ μετόχων, τοῦ ἐκ τοῦ ἄρθρου 20 τοῦ καταστατικοῦ ἀριθμοῦ μετοχῶν, συγκαλεῖται τοιαύτη ἐκ νέου ἐν τῷ καταστήματι τῆς Ἑταιρίας τὴν 20 Φεβρουαρίου ἡμέραν Σάββατον καὶ ὥραν 3 μ. μ. — [357, 1682, 643, 1840]
section-text: Πεισματωδέστερος ὁ ἐκλογικὸς ἀγὼν ἐν Ἠλείᾳ πασῶν τῶν ἄλλων ἐπαρχιῶν. Ὁ κομβονικὸς ἀφ' ἑνὸς συνδυασμὸς Κρεστενίτου — Αὐγερινοῦ, ὑποστηριζόμενος ὑπὸ τοῦ ἰσχυροῦ ἀληθῶς Γορτυνιακοῦ στοιχείου, καὶ ὁ Θεοτοκικὸς ἀφ' ἑτέρου συνδυασμὸς τῶν κ. κ. ἀδελφῶν Στεφανοπούλων, ἀγόντων ὑπὲρ ἑκυτῶν τὸ κατὰ Ἀνδρίτσαιναν ῥεῦμα τῶν αὐτοχθόνων Ἠλείων παλαιόθεν ὀπαδῶν τοῦ Θεοτόκη, διεξάγουσι πάλην, τῆς ὁποίας τὸ ἀποτέλεσμα δὲν εἶναι δυνατὸν νὰ προεικασθῇ. Ἐκ τρίτου ὅλως ἀθορύβως ἐργάζονται οἱ ὑποστηρικταὶ τῶν ἀνεξαρτήτων ὑποψηφίων, οὐδόλως δ' ἀπίθανον ἡ Ἠλεία νὰ δώσῃ πρώτη τὸ σύνθημα τῆς ἐκλογῆς τῶν ἀνεξαρτήτων. — [43, 605, 336, 904]
story-text: Κατὰ πόσον ἀριθμὸν ηὐξήθησαν τὰ τουρκικὰ συντάγματα δὲν ἐγένετο γνωστόν. — [894, 373, 1170, 424]
story-text: Ὁ πρόξενος τῆς Ρωσσίας ἐπενέβη ἀμέσως. — [894, 1757, 1170, 1791]
story-subheadline: Ἡ ἀπουσία τοῦ κ. πρωθυπουργοῦ — [904, 706, 1160, 722]
exchange-price: 3485 — [160, 250, 194, 267]
advert-price: Ἀπὸ δραχ. 3,50 μέχρι δραχ. 12 — [1214, 1599, 1445, 1615]
story-text: ΚΩΝ)ΠΟΛΙΣ, (διὰ Κερκύρας), 3 Φεβρουαρίου. — Ὁ Σουλτάνος ἐπεμψεν ἀντίγραφον ἐπιστολὴν εἰς τὸν Τσάρον, δι' ἧς τὸν εὐχαριστεῖ διὰ τὴν πρόθεσιν τοῦ ὅπως ἐμποδίσῃ τὴν ἐπανάστασιν τῆς Μακεδονίας. — [894, 1302, 1170, 1425]
